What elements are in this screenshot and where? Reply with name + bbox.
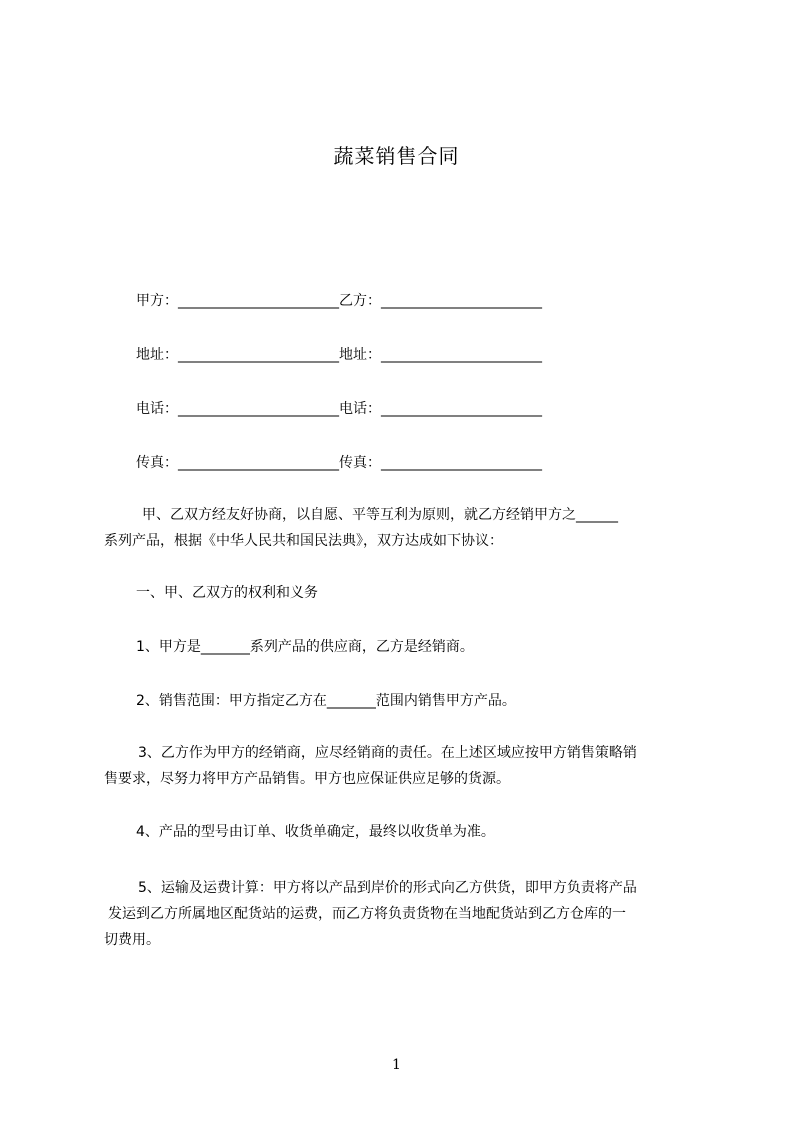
clause-3-line-1: 3、乙方作为甲方的经销商，应尽经销商的责任。在上述区域应按甲方销售策略销 bbox=[138, 745, 637, 761]
party-row-phone bbox=[136, 399, 542, 419]
clause-5 bbox=[104, 875, 709, 953]
party-b-fax: 传真：_______________________ bbox=[339, 455, 542, 471]
party-a-name: 甲方：_______________________ bbox=[136, 293, 339, 309]
clause-5-line-2: 发运到乙方所属地区配货站的运费，而乙方将负责货物在当地配货站到乙方仓库的一 bbox=[108, 906, 626, 922]
clause-4: 4、产品的型号由订单、收货单确定，最终以收货单为准。 bbox=[136, 824, 495, 840]
page-number: 1 bbox=[392, 1057, 401, 1073]
party-row-fax bbox=[136, 453, 542, 473]
party-a-phone: 电话：_______________________ bbox=[136, 401, 339, 417]
party-row-name bbox=[136, 291, 542, 311]
clause-5-line-3: 切费用。 bbox=[104, 932, 160, 948]
document-title: 蔬菜销售合同 bbox=[333, 144, 460, 168]
section-heading: 一、甲、乙双方的权利和义务 bbox=[136, 585, 318, 601]
intro-line-2: 系列产品，根据《中华人民共和国民法典》，双方达成如下协议： bbox=[104, 533, 503, 549]
party-b-address: 地址：_______________________ bbox=[339, 347, 542, 363]
clause-3 bbox=[104, 740, 709, 792]
clause-3-line-2: 售要求，尽努力将甲方产品销售。甲方也应保证供应足够的货源。 bbox=[104, 771, 510, 787]
party-row-address bbox=[136, 345, 542, 365]
party-a-fax: 传真：_______________________ bbox=[136, 455, 339, 471]
clause-5-line-1: 5、运输及运费计算：甲方将以产品到岸价的形式向乙方供货，即甲方负责将产品 bbox=[138, 880, 637, 896]
party-a-address: 地址：_______________________ bbox=[136, 347, 339, 363]
clause-1: 1、甲方是_______系列产品的供应商，乙方是经销商。 bbox=[136, 639, 474, 655]
intro-paragraph bbox=[104, 502, 709, 554]
intro-line-1: 甲、乙双方经友好协商，以自愿、平等互利为原则，就乙方经销甲方之______ bbox=[142, 507, 618, 523]
party-b-name: 乙方：_______________________ bbox=[339, 293, 542, 309]
party-b-phone: 电话：_______________________ bbox=[339, 401, 542, 417]
clause-2: 2、销售范围：甲方指定乙方在_______范围内销售甲方产品。 bbox=[136, 693, 516, 709]
